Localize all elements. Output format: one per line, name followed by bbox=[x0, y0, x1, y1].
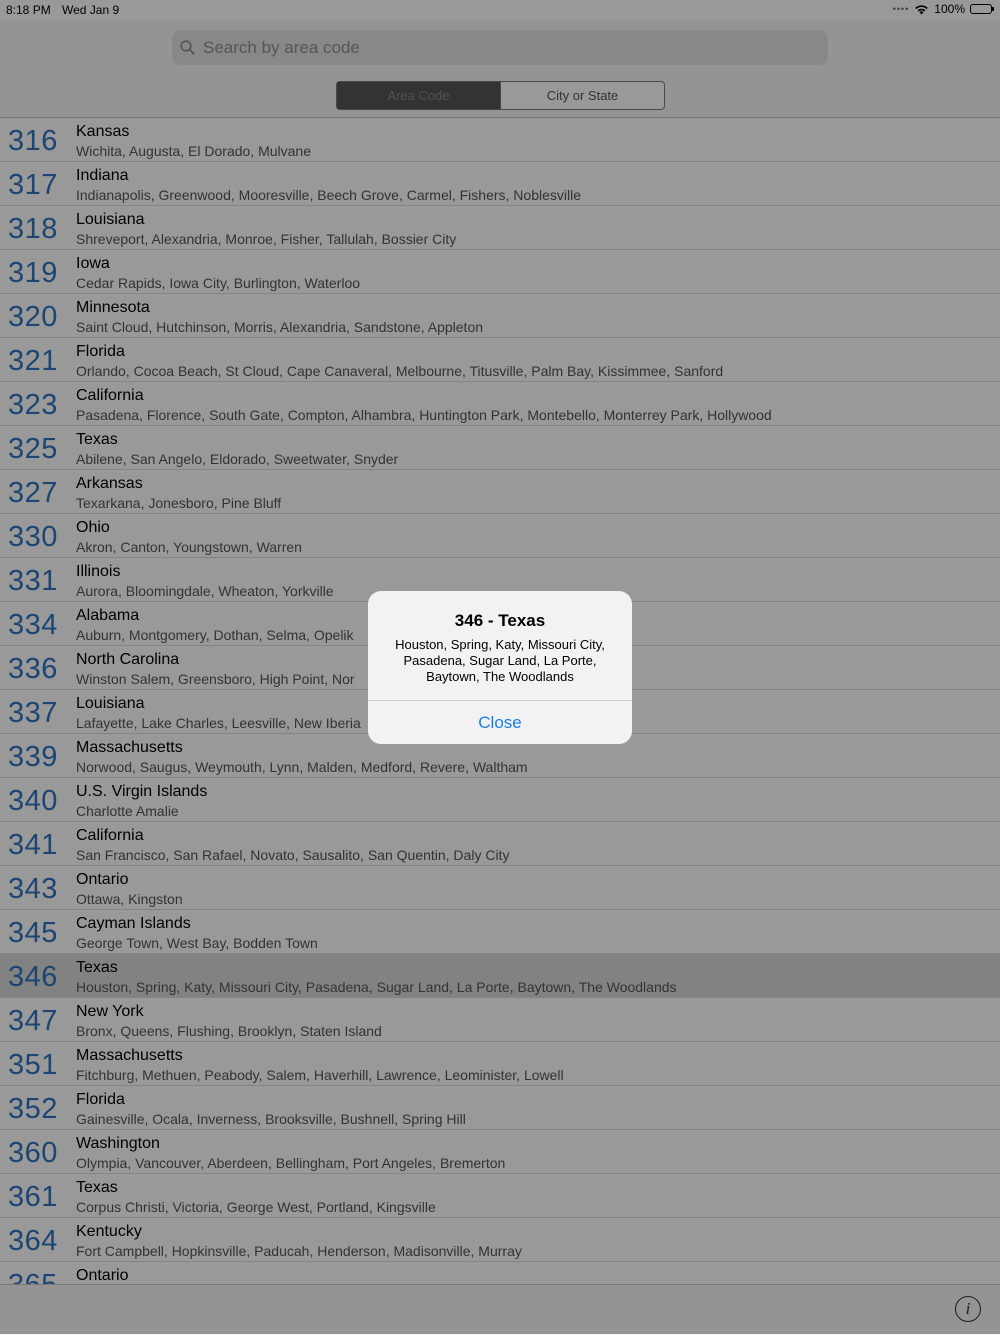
state-name: Alabama bbox=[76, 607, 140, 624]
state-name: Iowa bbox=[76, 255, 110, 272]
city-list: George Town, West Bay, Bodden Town bbox=[76, 935, 318, 951]
area-code-number: 327 bbox=[8, 477, 58, 509]
city-list: Texarkana, Jonesboro, Pine Bluff bbox=[76, 495, 282, 511]
state-name: Minnesota bbox=[76, 299, 150, 316]
area-code-number: 341 bbox=[8, 829, 58, 861]
state-name: Louisiana bbox=[76, 695, 145, 712]
area-code-number: 351 bbox=[8, 1049, 58, 1081]
area-code-number: 337 bbox=[8, 697, 58, 729]
signal-icon: •••• bbox=[892, 4, 910, 14]
alert-message: Houston, Spring, Katy, Missouri City, Pasadena, Sugar Land, La Porte, Baytown, The Woodlands bbox=[395, 637, 605, 684]
state-name: Ontario bbox=[76, 1267, 129, 1284]
city-list: Aurora, Bloomingdale, Wheaton, Yorkville bbox=[76, 583, 334, 599]
area-code-number: 346 bbox=[8, 961, 58, 993]
area-code-number: 361 bbox=[8, 1181, 58, 1213]
state-name: Massachusetts bbox=[76, 739, 183, 756]
area-code-number: 334 bbox=[8, 609, 58, 641]
city-list: Olympia, Vancouver, Aberdeen, Bellingham, Port Angeles, Bremerton bbox=[76, 1155, 506, 1171]
city-list: Ottawa, Kingston bbox=[76, 891, 183, 907]
state-name: Texas bbox=[76, 959, 118, 976]
city-list: Abilene, San Angelo, Eldorado, Sweetwater, Snyder bbox=[76, 451, 399, 467]
state-name: U.S. Virgin Islands bbox=[76, 783, 208, 800]
area-code-number: 319 bbox=[8, 257, 58, 289]
state-name: Louisiana bbox=[76, 211, 145, 228]
area-code-number: 336 bbox=[8, 653, 58, 685]
area-code-number: 360 bbox=[8, 1137, 58, 1169]
city-list: Orlando, Cocoa Beach, St Cloud, Cape Canaveral, Melbourne, Titusville, Palm Bay, Kissimmee, Sanford bbox=[76, 363, 724, 379]
state-name: Kentucky bbox=[76, 1223, 142, 1240]
battery-percent: 100% bbox=[934, 2, 965, 16]
state-name: Massachusetts bbox=[76, 1047, 183, 1064]
area-code-number: 321 bbox=[8, 345, 58, 377]
state-name: North Carolina bbox=[76, 651, 180, 668]
city-list: Winston Salem, Greensboro, High Point, Nor bbox=[76, 671, 355, 687]
city-list: Auburn, Montgomery, Dothan, Selma, Opelik bbox=[76, 627, 354, 643]
area-code-number: 339 bbox=[8, 741, 58, 773]
city-list: Bronx, Queens, Flushing, Brooklyn, Staten Island bbox=[76, 1023, 382, 1039]
state-name: Texas bbox=[76, 431, 118, 448]
city-list: Pasadena, Florence, South Gate, Compton, Alhambra, Huntington Park, Montebello, Monterrey Park, Hollywood bbox=[76, 407, 772, 423]
area-code-number: 330 bbox=[8, 521, 58, 553]
segment-city-or-state[interactable]: City or State bbox=[500, 82, 664, 109]
area-code-number: 331 bbox=[8, 565, 58, 597]
city-list: Cedar Rapids, Iowa City, Burlington, Waterloo bbox=[76, 275, 361, 291]
state-name: New York bbox=[76, 1003, 144, 1020]
state-name: Ontario bbox=[76, 871, 129, 888]
city-list: Gainesville, Ocala, Inverness, Brooksville, Bushnell, Spring Hill bbox=[76, 1111, 466, 1127]
area-code-number: 318 bbox=[8, 213, 58, 245]
close-button[interactable]: Close bbox=[368, 701, 632, 744]
city-list: Corpus Christi, Victoria, George West, Portland, Kingsville bbox=[76, 1199, 436, 1215]
area-code-number: 325 bbox=[8, 433, 58, 465]
state-name: California bbox=[76, 387, 144, 404]
state-name: Kansas bbox=[76, 123, 130, 140]
city-list: Houston, Spring, Katy, Missouri City, Pasadena, Sugar Land, La Porte, Baytown, The Woodlands bbox=[76, 979, 677, 995]
area-code-number: 352 bbox=[8, 1093, 58, 1125]
state-name: Arkansas bbox=[76, 475, 143, 492]
city-list: Charlotte Amalie bbox=[76, 803, 179, 819]
city-list: Shreveport, Alexandria, Monroe, Fisher, Tallulah, Bossier City bbox=[76, 231, 457, 247]
city-list: Indianapolis, Greenwood, Mooresville, Beech Grove, Carmel, Fishers, Noblesville bbox=[76, 187, 581, 203]
city-list: Wichita, Augusta, El Dorado, Mulvane bbox=[76, 143, 312, 159]
state-name: Ohio bbox=[76, 519, 110, 536]
area-code-number: 320 bbox=[8, 301, 58, 333]
state-name: Illinois bbox=[76, 563, 121, 580]
state-name: Texas bbox=[76, 1179, 118, 1196]
alert-dialog bbox=[368, 591, 632, 744]
area-code-number: 316 bbox=[8, 125, 58, 157]
city-list: Fitchburg, Methuen, Peabody, Salem, Haverhill, Lawrence, Leominister, Lowell bbox=[76, 1067, 564, 1083]
area-code-number: 317 bbox=[8, 169, 58, 201]
segment-area-code[interactable]: Area Code bbox=[337, 82, 500, 109]
area-code-number: 343 bbox=[8, 873, 58, 905]
city-list: San Francisco, San Rafael, Novato, Sausalito, San Quentin, Daly City bbox=[76, 847, 510, 863]
area-code-number: 364 bbox=[8, 1225, 58, 1257]
state-name: Florida bbox=[76, 1091, 125, 1108]
area-code-number: 345 bbox=[8, 917, 58, 949]
state-name: Indiana bbox=[76, 167, 129, 184]
city-list: Norwood, Saugus, Weymouth, Lynn, Malden, Medford, Revere, Waltham bbox=[76, 759, 528, 775]
city-list: Fort Campbell, Hopkinsville, Paducah, Henderson, Madisonville, Murray bbox=[76, 1243, 522, 1259]
city-list: Saint Cloud, Hutchinson, Morris, Alexandria, Sandstone, Appleton bbox=[76, 319, 484, 335]
area-code-number: 340 bbox=[8, 785, 58, 817]
state-name: California bbox=[76, 827, 144, 844]
state-name: Cayman Islands bbox=[76, 915, 191, 932]
state-name: Florida bbox=[76, 343, 125, 360]
state-name: Washington bbox=[76, 1135, 160, 1152]
status-date: Wed Jan 9 bbox=[62, 3, 120, 17]
city-list: Lafayette, Lake Charles, Leesville, New Iberia bbox=[76, 715, 361, 731]
info-icon[interactable]: i bbox=[955, 1296, 981, 1322]
city-list: Akron, Canton, Youngstown, Warren bbox=[76, 539, 302, 555]
area-code-number: 323 bbox=[8, 389, 58, 421]
alert-title: 346 - Texas bbox=[454, 611, 546, 630]
area-code-number: 347 bbox=[8, 1005, 58, 1037]
status-time: 8:18 PM bbox=[6, 3, 51, 17]
